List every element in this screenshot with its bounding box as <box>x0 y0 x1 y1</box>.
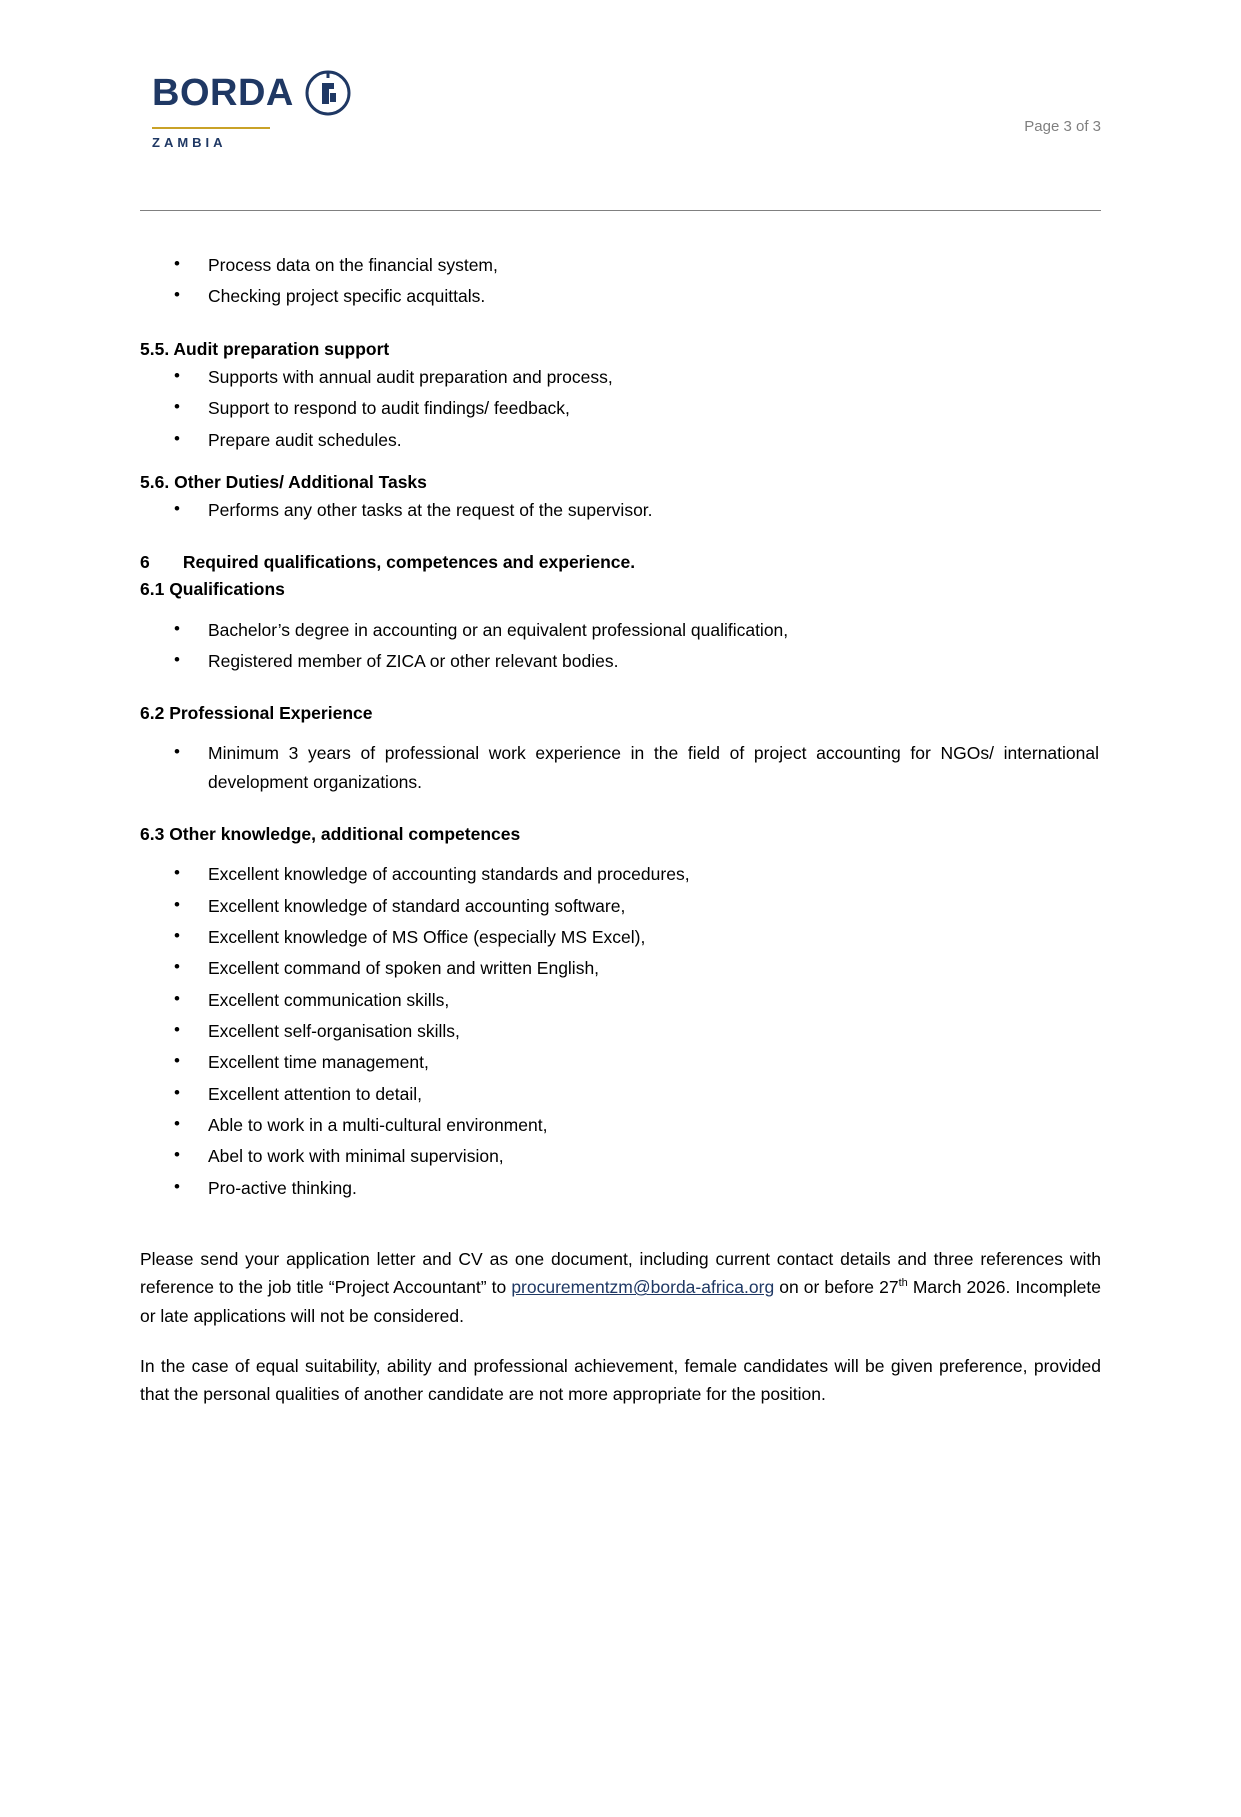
list-item: • Bachelor’s degree in accounting or an equivalent professional qualification, <box>140 616 1101 644</box>
list-item: • Excellent time management, <box>140 1048 1101 1076</box>
section-5-5-bullets <box>140 363 1101 454</box>
equal-opportunity-paragraph: In the case of equal suitability, ability and professional achievement, female candidates will be given preference, provided that the personal qualities of another candidate are not more appropriate for the position. <box>140 1356 1101 1405</box>
page-number: Page 3 of 3 <box>1024 118 1101 135</box>
logo-wordmark: BORDA <box>152 72 294 114</box>
section-heading-5-6 <box>140 469 1101 496</box>
borda-logo <box>152 72 352 150</box>
list-item: • Registered member of ZICA or other relevant bodies. <box>140 647 1101 675</box>
list-item: • Able to work in a multi-cultural environment, <box>140 1111 1101 1139</box>
section-6-2-bullets <box>140 739 1101 796</box>
list-item: • Excellent knowledge of standard accounting software, <box>140 892 1101 920</box>
list-item: • Checking project specific acquittals. <box>140 282 1101 310</box>
section-heading-6-2: 6.2 Professional Experience <box>140 703 373 724</box>
list-item: • Excellent self-organisation skills, <box>140 1017 1101 1045</box>
section-heading-6 <box>140 549 1101 576</box>
section-number: 5.6. <box>140 471 170 492</box>
section-title: Other Duties/ Additional Tasks <box>174 471 427 492</box>
section-heading-6-1: 6.1 Qualifications <box>140 579 285 600</box>
document-page <box>0 62 1241 1817</box>
list-item: • Excellent command of spoken and written English, <box>140 954 1101 982</box>
page-header <box>140 62 1101 192</box>
list-item: • Abel to work with minimal supervision, <box>140 1142 1101 1170</box>
list-item: • Pro-active thinking. <box>140 1174 1101 1202</box>
list-item: • Process data on the financial system, <box>140 251 1101 279</box>
section-number: 5.5. <box>140 338 170 359</box>
instructions-text-part-2: on or before 27 <box>774 1277 899 1298</box>
list-item: • Excellent communication skills, <box>140 986 1101 1014</box>
section-number: 6 <box>140 552 150 573</box>
date-ordinal-suffix: th <box>898 1277 908 1290</box>
list-item: • Support to respond to audit findings/ feedback, <box>140 394 1101 422</box>
application-email-link[interactable]: procurementzm@borda-africa.org <box>511 1277 775 1298</box>
section-5-6-bullets <box>140 496 1101 524</box>
logo-subtitle: ZAMBIA <box>152 135 227 150</box>
list-item: • Excellent knowledge of MS Office (especially MS Excel), <box>140 923 1101 951</box>
top-bullet-list <box>140 251 1101 311</box>
list-item: • Prepare audit schedules. <box>140 426 1101 454</box>
section-6-1-bullets <box>140 616 1101 676</box>
instructions-text-part-3: March 2026. Incomplete or late applications will not be considered. <box>140 1277 1101 1326</box>
list-item: • Supports with annual audit preparation and process, <box>140 363 1101 391</box>
application-instructions-paragraph <box>140 1245 1101 1330</box>
list-item: • Excellent attention to detail, <box>140 1080 1101 1108</box>
section-title: Required qualifications, competences and experience. <box>182 552 636 573</box>
section-title: Audit preparation support <box>173 338 390 359</box>
section-6-3-bullets <box>140 860 1101 1202</box>
borda-circle-mark-icon <box>302 66 354 123</box>
instructions-text-part-1: Please send your application letter and CV as one document, including current contact details and three references with reference to the job title “Project Accountant” to <box>140 1248 1101 1298</box>
section-heading-5-5 <box>140 336 1101 363</box>
section-heading-6-3: 6.3 Other knowledge, additional competences <box>140 824 521 845</box>
list-item: • Excellent knowledge of accounting standards and procedures, <box>140 860 1101 888</box>
document-body <box>140 211 1101 1409</box>
logo-divider <box>152 127 270 129</box>
list-item: • Minimum 3 years of professional work experience in the field of project accounting for NGOs/ international development organizations. <box>140 739 1101 796</box>
list-item: • Performs any other tasks at the request of the supervisor. <box>140 496 1101 524</box>
